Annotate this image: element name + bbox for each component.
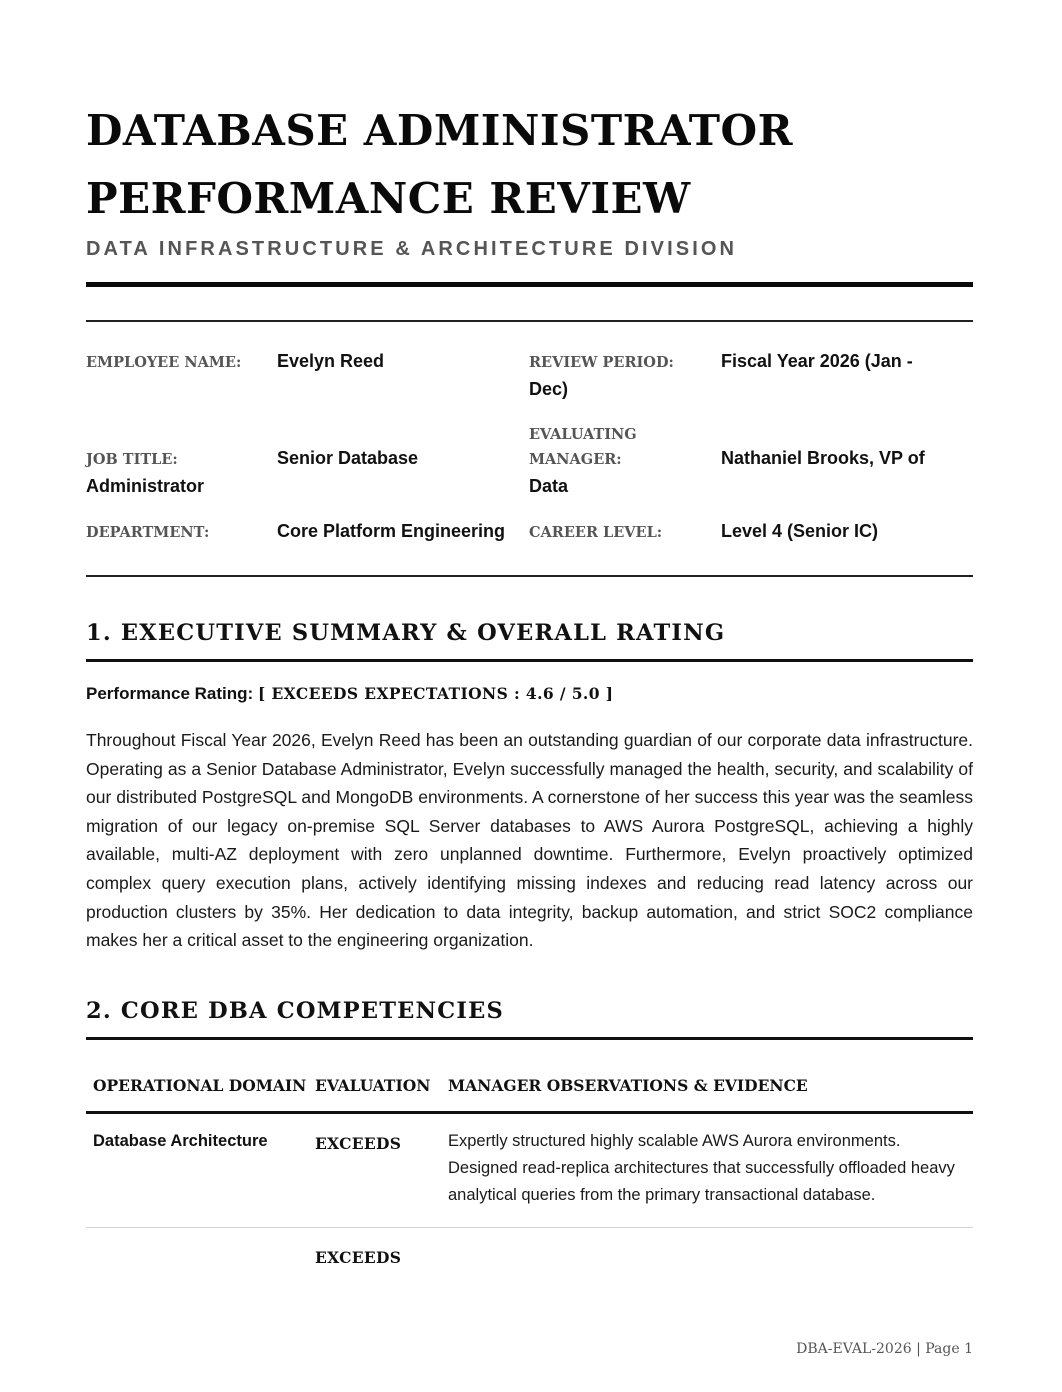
performance-rating-label: Performance Rating: [86, 684, 254, 703]
document-title [86, 97, 973, 233]
section-2-heading: 2. CORE DBA COMPETENCIES [86, 998, 504, 1024]
document-title-line-2: PERFORMANCE REVIEW [86, 174, 691, 223]
row-evaluation: EXCEEDS [315, 1134, 402, 1153]
performance-rating-value: [ EXCEEDS EXPECTATIONS : 4.6 / 5.0 ] [257, 684, 614, 703]
evaluating-manager-value-line-1: Nathaniel Brooks, VP of [721, 448, 925, 468]
header-divider [86, 282, 973, 287]
info-top-divider [86, 320, 973, 322]
review-period-value-line-2: Dec) [529, 379, 569, 399]
career-level-value: Level 4 (Senior IC) [721, 521, 879, 541]
employee-name-value: Evelyn Reed [277, 351, 385, 371]
job-title-value-line-2: Administrator [86, 476, 205, 496]
column-header-operational-domain: OPERATIONAL DOMAIN [93, 1076, 307, 1095]
performance-rating [86, 684, 613, 704]
table-header-divider [86, 1111, 973, 1114]
evaluating-manager-label-line-2: MANAGER: [529, 451, 622, 468]
review-period-label: REVIEW PERIOD: [529, 354, 674, 371]
info-bottom-divider [86, 575, 973, 577]
document-title-line-1: DATABASE ADMINISTRATOR [86, 106, 794, 155]
executive-summary-text: Throughout Fiscal Year 2026, Evelyn Reed has been an outstanding guardian of our corporate data infrastructure. Operating as a Senior Database Administrator, Evelyn successfully managed the health, security, and scalability of our distributed PostgreSQL and MongoDB environments. A cornerstone of her success this year was the seamless migration of our legacy on-premise SQL Server databases to AWS Aurora PostgreSQL, achieving a highly available, multi-AZ deployment with zero unplanned downtime. Furthermore, Evelyn proactively optimized complex query execution plans, actively identifying missing indexes and reducing read latency across our production clusters by 35%. Her dedication to data integrity, backup automation, and strict SOC2 compliance makes her a critical asset to the engineering organization. [86, 730, 973, 951]
row-evaluation: EXCEEDS [315, 1248, 402, 1267]
department-label: DEPARTMENT: [86, 524, 210, 541]
employee-name-label: EMPLOYEE NAME: [86, 354, 242, 371]
review-period-value-line-1: Fiscal Year 2026 (Jan - [721, 351, 913, 371]
row-observations: Expertly structured highly scalable AWS Aurora environments. Designed read-replica architectures that successfully offloaded heavy analytical queries from the primary transactional database. [448, 1132, 955, 1204]
document-subtitle: DATA INFRASTRUCTURE & ARCHITECTURE DIVISION [86, 238, 738, 260]
column-header-observations: MANAGER OBSERVATIONS & EVIDENCE [448, 1076, 808, 1095]
job-title-label: JOB TITLE: [86, 451, 178, 468]
column-header-evaluation: EVALUATION [315, 1076, 431, 1095]
career-level-label: CAREER LEVEL: [529, 524, 663, 541]
job-title-value-line-1: Senior Database [277, 448, 419, 468]
section-1-divider [86, 659, 973, 662]
department-value: Core Platform Engineering [277, 521, 506, 541]
page-footer-reference: DBA-EVAL-2026 | Page 1 [796, 1341, 973, 1357]
evaluating-manager-label-line-1: EVALUATING [529, 426, 637, 443]
section-1-heading: 1. EXECUTIVE SUMMARY & OVERALL RATING [86, 620, 726, 646]
section-2-divider [86, 1037, 973, 1040]
evaluating-manager-value-line-2: Data [529, 476, 569, 496]
row-domain: Database Architecture [93, 1132, 268, 1150]
table-row-divider [86, 1227, 973, 1228]
